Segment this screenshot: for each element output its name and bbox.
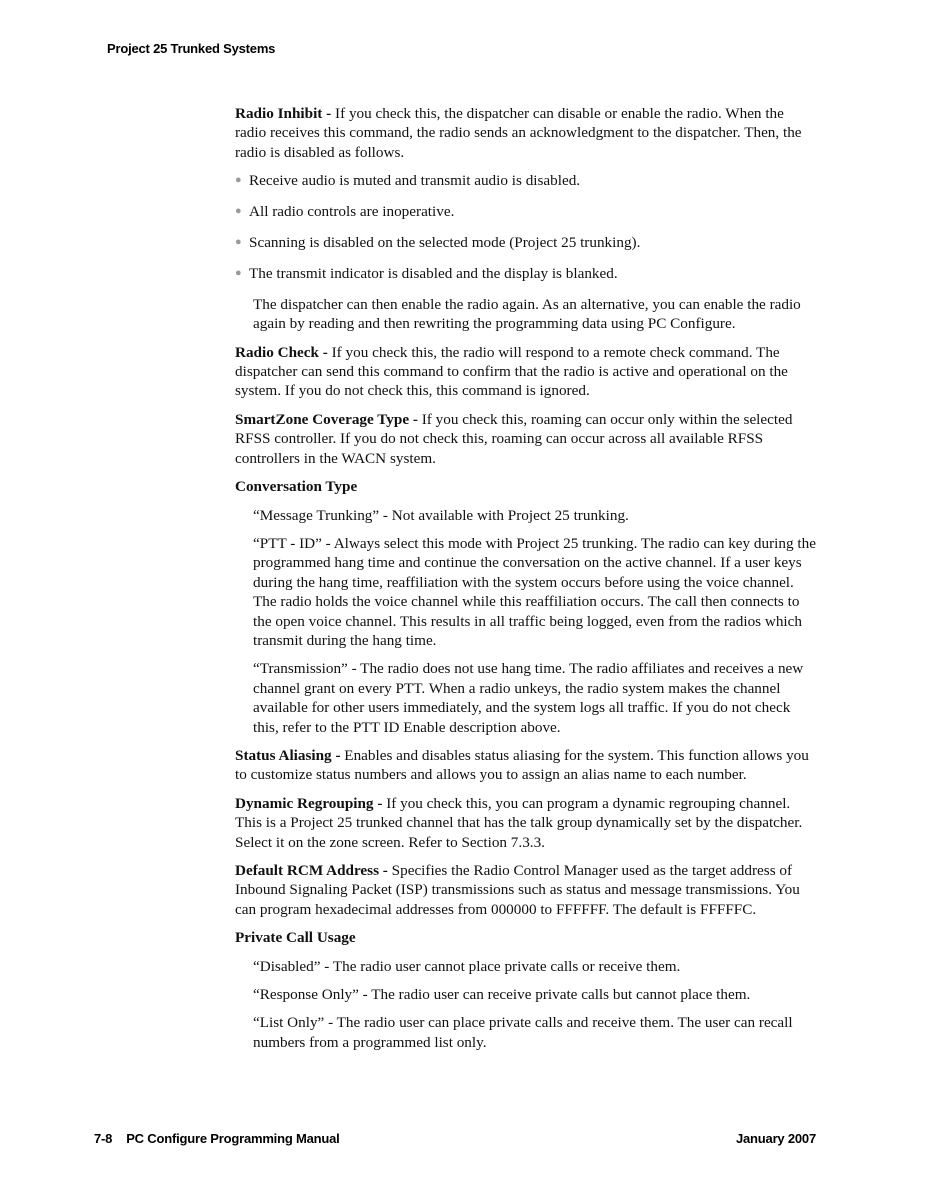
radio-check-term: Radio Check - — [235, 343, 328, 361]
dynamic-regrouping-term: Dynamic Regrouping - — [235, 794, 383, 812]
default-rcm-text: Specifies the Radio Control Manager used as the target address of Inbound Signaling Packet (ISP) transmissions such as status and message transmissions. You can program hexadecimal addresses from 000000 to FFFFFF. The default is FFFFFC. — [235, 862, 800, 918]
running-header: Project 25 Trunked Systems — [107, 41, 276, 56]
radio-inhibit-note: The dispatcher can then enable the radio again. As an alternative, you can enable the radio again by reading and then rewriting the programming data using PC Configure. — [253, 295, 801, 333]
bullet-text: Scanning is disabled on the selected mode (Project 25 trunking). — [249, 234, 641, 252]
bullet-icon: ● — [235, 205, 242, 218]
radio-check-paragraph — [235, 343, 817, 401]
private-call-item: “Response Only” - The radio user can receive private calls but cannot place them. — [253, 986, 751, 1004]
conversation-type-item: “PTT - ID” - Always select this mode with Project 25 trunking. The radio can key during the programmed hang time and continue the conversation on the active channel. If a user keys during the hang time, reaffiliation with the system occurs before using the voice channel. The radio holds the voice channel while this reaffiliation occurs. The call then connects to the open voice channel. This results in all traffic being logged, even from the radios which transmit during the hang time. — [253, 534, 816, 649]
bullet-text: Receive audio is muted and transmit audio is disabled. — [249, 172, 581, 190]
radio-inhibit-paragraph — [235, 104, 817, 162]
smartzone-term: SmartZone Coverage Type - — [235, 410, 418, 428]
manual-title: PC Configure Programming Manual — [126, 1131, 340, 1146]
status-aliasing-paragraph — [235, 746, 817, 785]
list-item — [235, 171, 817, 190]
dynamic-regrouping-paragraph — [235, 794, 817, 852]
radio-inhibit-term: Radio Inhibit - — [235, 105, 332, 122]
page-body — [235, 104, 817, 1061]
dynamic-regrouping-text: If you check this, you can program a dynamic regrouping channel. This is a Project 25 trunked channel that has the talk group dynamically set by the dispatcher. Select it on the zone screen. Refer to Section 7.3.3. — [235, 794, 803, 851]
radio-inhibit-bullet-list — [235, 171, 817, 283]
bullet-text: The transmit indicator is disabled and the display is blanked. — [249, 264, 618, 282]
list-item — [235, 233, 817, 252]
smartzone-paragraph — [235, 410, 817, 468]
bullet-icon: ● — [235, 266, 242, 279]
radio-check-text: If you check this, the radio will respond to a remote check command. The dispatcher can send this command to confirm that the radio is active and operational on the system. If you do not check this, this command is ignored. — [235, 343, 788, 400]
conversation-type-item: “Transmission” - The radio does not use hang time. The radio affiliates and receives a new channel grant on every PTT. When a radio unkeys, the radio system makes the channel available for other users immediately, and the system logs all traffic. If you do not check this, refer to the PTT ID Enable description above. — [253, 660, 804, 736]
list-item — [235, 264, 817, 283]
page-number: 7-8 — [94, 1131, 113, 1146]
bullet-text: All radio controls are inoperative. — [249, 203, 455, 221]
smartzone-text: If you check this, roaming can occur only within the selected RFSS controller. If you do not check this, roaming can occur across all available RFSS controllers in the WACN system. — [235, 410, 793, 467]
status-aliasing-term: Status Aliasing - — [235, 746, 341, 764]
bullet-icon: ● — [235, 174, 242, 187]
default-rcm-term: Default RCM Address - — [235, 862, 388, 879]
conversation-type-item: “Message Trunking” - Not available with Project 25 trunking. — [253, 506, 629, 524]
status-aliasing-text: Enables and disables status aliasing for the system. This function allows you to customize status numbers and allows you to assign an alias name to each number. — [235, 746, 809, 784]
private-call-item: “List Only” - The radio user can place private calls and receive them. The user can recall numbers from a programmed list only. — [253, 1014, 793, 1051]
private-call-item: “Disabled” - The radio user cannot place private calls or receive them. — [253, 957, 681, 975]
footer-date: January 2007 — [736, 1131, 816, 1146]
bullet-icon: ● — [235, 236, 242, 249]
private-call-heading: Private Call Usage — [235, 929, 356, 947]
default-rcm-paragraph — [235, 861, 817, 919]
page-footer-left — [94, 1131, 340, 1146]
conversation-type-heading: Conversation Type — [235, 478, 358, 496]
radio-inhibit-text: If you check this, the dispatcher can disable or enable the radio. When the radio receives this command, the radio sends an acknowledgment to the dispatcher. Then, the radio is disabled as follows. — [235, 105, 802, 161]
list-item — [235, 202, 817, 221]
